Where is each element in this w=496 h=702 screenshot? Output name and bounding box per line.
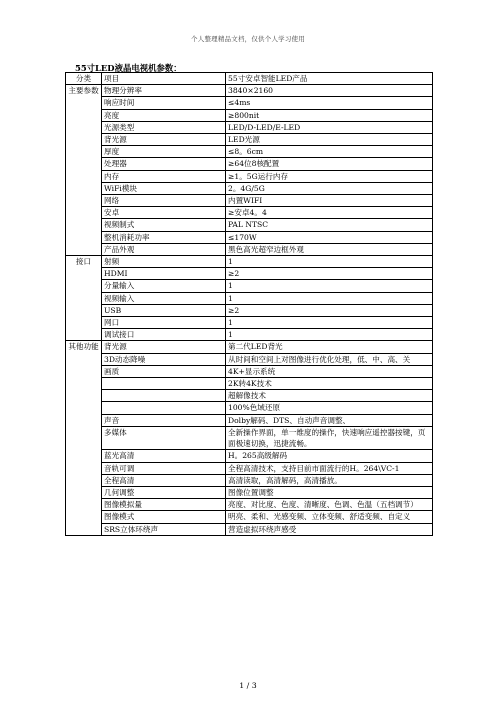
- table-row: [66, 268, 433, 280]
- item-cell: 全程高清: [102, 474, 226, 486]
- item-cell: 视频制式: [102, 219, 226, 231]
- item-cell: 声音: [102, 414, 226, 426]
- value-cell: Dolby解码、DTS、自动声音调整、: [226, 414, 433, 426]
- item-cell: 分量输入: [102, 280, 226, 292]
- table-header-row: [66, 73, 433, 85]
- table-row: [66, 378, 433, 390]
- page-number: 1 / 3: [239, 681, 257, 690]
- value-cell: 4K+显示系统: [226, 365, 433, 377]
- spec-table: [65, 72, 433, 536]
- document-title: 55寸LED液晶电视机参数：: [75, 63, 182, 73]
- item-cell: USB: [102, 304, 226, 316]
- table-row: [66, 450, 433, 462]
- header-watermark: 个人整理精品文档，仅供个人学习使用: [191, 35, 305, 43]
- table-row: [66, 280, 433, 292]
- value-cell: ≥64位8核配置: [226, 158, 433, 170]
- value-cell: 超解像技术: [226, 390, 433, 402]
- table-row: [66, 256, 433, 268]
- item-cell: 产品外观: [102, 243, 226, 255]
- item-cell: 处理器: [102, 158, 226, 170]
- table-row: [66, 317, 433, 329]
- item-cell: [102, 402, 226, 414]
- value-cell: ≤4ms: [226, 97, 433, 109]
- value-cell: 第二代LED背光: [226, 341, 433, 353]
- item-cell: 射频: [102, 256, 226, 268]
- item-cell: WiFi模块: [102, 182, 226, 194]
- header-product: 55寸安卓智能LED产品: [226, 73, 433, 85]
- table-row: [66, 134, 433, 146]
- value-cell: ≥2: [226, 304, 433, 316]
- item-cell: 物理分辨率: [102, 85, 226, 97]
- item-cell: 亮度: [102, 109, 226, 121]
- value-cell: PAL NTSC: [226, 219, 433, 231]
- table-row: [66, 365, 433, 377]
- table-row: [66, 341, 433, 353]
- value-cell: 全程高清技术，支持目前市面流行的H。264\VC-1: [226, 462, 433, 474]
- table-row: [66, 474, 433, 486]
- value-cell: 从时间和空间上对图像进行优化处理，低、中、高、关: [226, 353, 433, 365]
- table-row: [66, 426, 433, 449]
- item-cell: [102, 390, 226, 402]
- value-cell: 全新操作界面，单一维度的操作，快速响应遥控器按键，页面极速切换，迅捷流畅。: [226, 426, 433, 449]
- table-row: [66, 231, 433, 243]
- value-cell: H。265高级解码: [226, 450, 433, 462]
- table-row: [66, 402, 433, 414]
- item-cell: 网口: [102, 317, 226, 329]
- value-cell: 2K转4K技术: [226, 378, 433, 390]
- value-cell: 3840×2160: [226, 85, 433, 97]
- table-row: [66, 170, 433, 182]
- item-cell: 3D动态降噪: [102, 353, 226, 365]
- item-cell: 背光源: [102, 134, 226, 146]
- item-cell: 内存: [102, 170, 226, 182]
- category-cell-interfaces: 接口: [66, 256, 102, 341]
- value-cell: 2。4G/5G: [226, 182, 433, 194]
- table-row: [66, 353, 433, 365]
- spec-table-body: [66, 85, 433, 536]
- item-cell: 背光源: [102, 341, 226, 353]
- item-cell: SRS立体环绕声: [102, 523, 226, 535]
- table-row: [66, 292, 433, 304]
- table-row: [66, 182, 433, 194]
- table-row: [66, 219, 433, 231]
- value-cell: LED光源: [226, 134, 433, 146]
- item-cell: 几何调整: [102, 486, 226, 498]
- table-row: [66, 304, 433, 316]
- header-item: 项目: [102, 73, 226, 85]
- category-cell-other-features: 其他功能: [66, 341, 102, 535]
- item-cell: 音轨可调: [102, 462, 226, 474]
- table-row: [66, 109, 433, 121]
- table-row: [66, 486, 433, 498]
- value-cell: ≤8。6cm: [226, 146, 433, 158]
- value-cell: 1: [226, 280, 433, 292]
- value-cell: ≥800nit: [226, 109, 433, 121]
- table-row: [66, 207, 433, 219]
- value-cell: 明亮、柔和、光感变频、立体变频、舒适变频、自定义: [226, 511, 433, 523]
- table-row: [66, 523, 433, 535]
- table-row: [66, 511, 433, 523]
- table-row: [66, 499, 433, 511]
- value-cell: 营造虚拟环绕声感受: [226, 523, 433, 535]
- header-category: 分类: [66, 73, 102, 85]
- table-row: [66, 85, 433, 97]
- item-cell: [102, 378, 226, 390]
- item-cell: HDMI: [102, 268, 226, 280]
- table-row: [66, 329, 433, 341]
- value-cell: LED/D-LED/E-LED: [226, 121, 433, 133]
- table-row: [66, 243, 433, 255]
- item-cell: 画质: [102, 365, 226, 377]
- table-row: [66, 158, 433, 170]
- table-row: [66, 97, 433, 109]
- item-cell: 整机消耗功率: [102, 231, 226, 243]
- item-cell: 多媒体: [102, 426, 226, 449]
- value-cell: ≥2: [226, 268, 433, 280]
- item-cell: 调试接口: [102, 329, 226, 341]
- item-cell: 图像模式: [102, 511, 226, 523]
- item-cell: 蓝光高清: [102, 450, 226, 462]
- value-cell: 亮度、对比度、色度、清晰度、色调、色温（五档调节）: [226, 499, 433, 511]
- value-cell: 100%色域还原: [226, 402, 433, 414]
- value-cell: 高清读取，高清解码，高清播放。: [226, 474, 433, 486]
- value-cell: 1: [226, 256, 433, 268]
- value-cell: 黑色高光超窄边框外观: [226, 243, 433, 255]
- item-cell: 响应时间: [102, 97, 226, 109]
- item-cell: 光源类型: [102, 121, 226, 133]
- category-cell-main-params: 主要参数: [66, 85, 102, 256]
- value-cell: 1: [226, 292, 433, 304]
- value-cell: 图像位置调整: [226, 486, 433, 498]
- table-row: [66, 146, 433, 158]
- item-cell: 厚度: [102, 146, 226, 158]
- table-row: [66, 390, 433, 402]
- table-row: [66, 462, 433, 474]
- item-cell: 安卓: [102, 207, 226, 219]
- value-cell: ≥1。5G运行内存: [226, 170, 433, 182]
- table-row: [66, 121, 433, 133]
- value-cell: 1: [226, 317, 433, 329]
- table-row: [66, 195, 433, 207]
- item-cell: 视频输入: [102, 292, 226, 304]
- table-row: [66, 414, 433, 426]
- item-cell: 网络: [102, 195, 226, 207]
- value-cell: 内置WIFI: [226, 195, 433, 207]
- value-cell: ≥安卓4。4: [226, 207, 433, 219]
- value-cell: ≤170W: [226, 231, 433, 243]
- value-cell: 1: [226, 329, 433, 341]
- item-cell: 图像模拟量: [102, 499, 226, 511]
